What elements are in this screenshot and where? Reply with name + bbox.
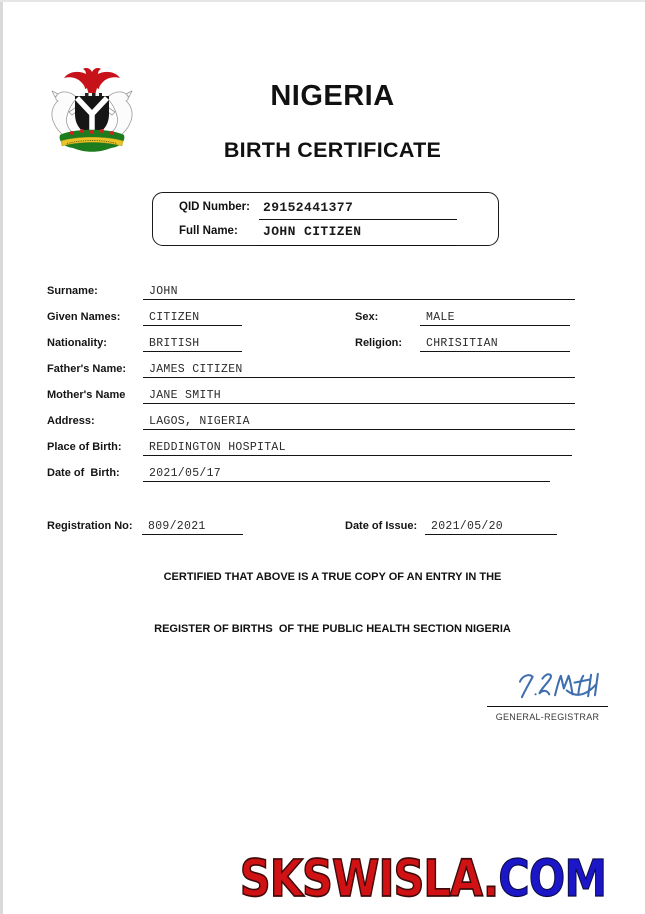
surname-label: Surname: xyxy=(47,285,98,297)
watermark-blue-text: COM xyxy=(498,850,607,909)
sex-underline xyxy=(420,310,570,326)
full-name-underline xyxy=(258,245,456,246)
place-of-birth-label: Place of Birth: xyxy=(47,441,122,453)
nationality-value: BRITISH xyxy=(149,337,200,350)
field-date-of-issue xyxy=(0,519,645,535)
scan-edge-left xyxy=(0,0,3,914)
page-subtitle: BIRTH CERTIFICATE xyxy=(223,138,442,162)
mothers-name-value: JANE SMITH xyxy=(149,389,222,402)
address-underline xyxy=(143,414,575,430)
surname-value: JOHN xyxy=(149,285,178,298)
field-date-of-birth xyxy=(0,466,645,482)
date-of-birth-value: 2021/05/17 xyxy=(149,467,222,480)
given-names-value: CITIZEN xyxy=(149,311,200,324)
date-of-birth-label: Date of Birth: xyxy=(47,467,120,479)
place-of-birth-underline xyxy=(143,440,572,456)
full-name-value: JOHN CITIZEN xyxy=(263,224,362,239)
nationality-label: Nationality: xyxy=(47,337,107,349)
date-of-issue-value: 2021/05/20 xyxy=(431,520,504,533)
certification-line-1: CERTIFIED THAT ABOVE IS A TRUE COPY OF AN ENTRY IN THE xyxy=(163,571,502,583)
fathers-name-label: Father's Name: xyxy=(47,363,127,375)
fathers-name-underline xyxy=(143,362,575,378)
date-of-birth-underline xyxy=(143,466,550,482)
full-name-label: Full Name: xyxy=(179,225,238,237)
address-label: Address: xyxy=(47,415,95,427)
mothers-name-underline xyxy=(143,388,575,404)
field-sex xyxy=(0,310,645,326)
qid-box xyxy=(152,192,499,246)
fathers-name-value: JAMES CITIZEN xyxy=(149,363,243,376)
field-place-of-birth xyxy=(0,440,645,456)
registrar-title: GENERAL-REGISTRAR xyxy=(495,712,600,722)
watermark-red-text: SKSWISLA. xyxy=(239,850,499,909)
religion-underline xyxy=(420,336,570,352)
field-mothers-name xyxy=(0,388,645,404)
qid-number-underline xyxy=(259,219,457,220)
signature-line xyxy=(487,706,608,707)
certification-line-2: REGISTER OF BIRTHS OF THE PUBLIC HEALTH SECTION NIGERIA xyxy=(154,623,511,635)
registration-no-label: Registration No: xyxy=(47,520,133,532)
registration-no-value: 809/2021 xyxy=(148,520,206,533)
address-value: LAGOS, NIGERIA xyxy=(149,415,250,428)
given-names-label: Given Names: xyxy=(47,311,121,323)
mothers-name-label: Mother's Name xyxy=(47,389,126,401)
field-address xyxy=(0,414,645,430)
registrar-signature-icon xyxy=(512,668,600,705)
scan-edge-top xyxy=(0,0,645,2)
date-of-issue-underline xyxy=(425,519,557,535)
field-fathers-name xyxy=(0,362,645,378)
sex-label: Sex: xyxy=(355,311,379,323)
date-of-issue-label: Date of Issue: xyxy=(345,520,418,532)
place-of-birth-value: REDDINGTON HOSPITAL xyxy=(149,441,286,454)
qid-number-value: 29152441377 xyxy=(263,200,354,215)
religion-label: Religion: xyxy=(355,337,403,349)
surname-underline xyxy=(143,284,575,300)
page-title: NIGERIA xyxy=(270,80,395,112)
watermark xyxy=(145,791,645,914)
field-surname xyxy=(0,284,645,300)
religion-value: CHRISITIAN xyxy=(426,337,499,350)
sex-value: MALE xyxy=(426,311,455,324)
field-religion xyxy=(0,336,645,352)
qid-number-label: QID Number: xyxy=(179,201,250,213)
